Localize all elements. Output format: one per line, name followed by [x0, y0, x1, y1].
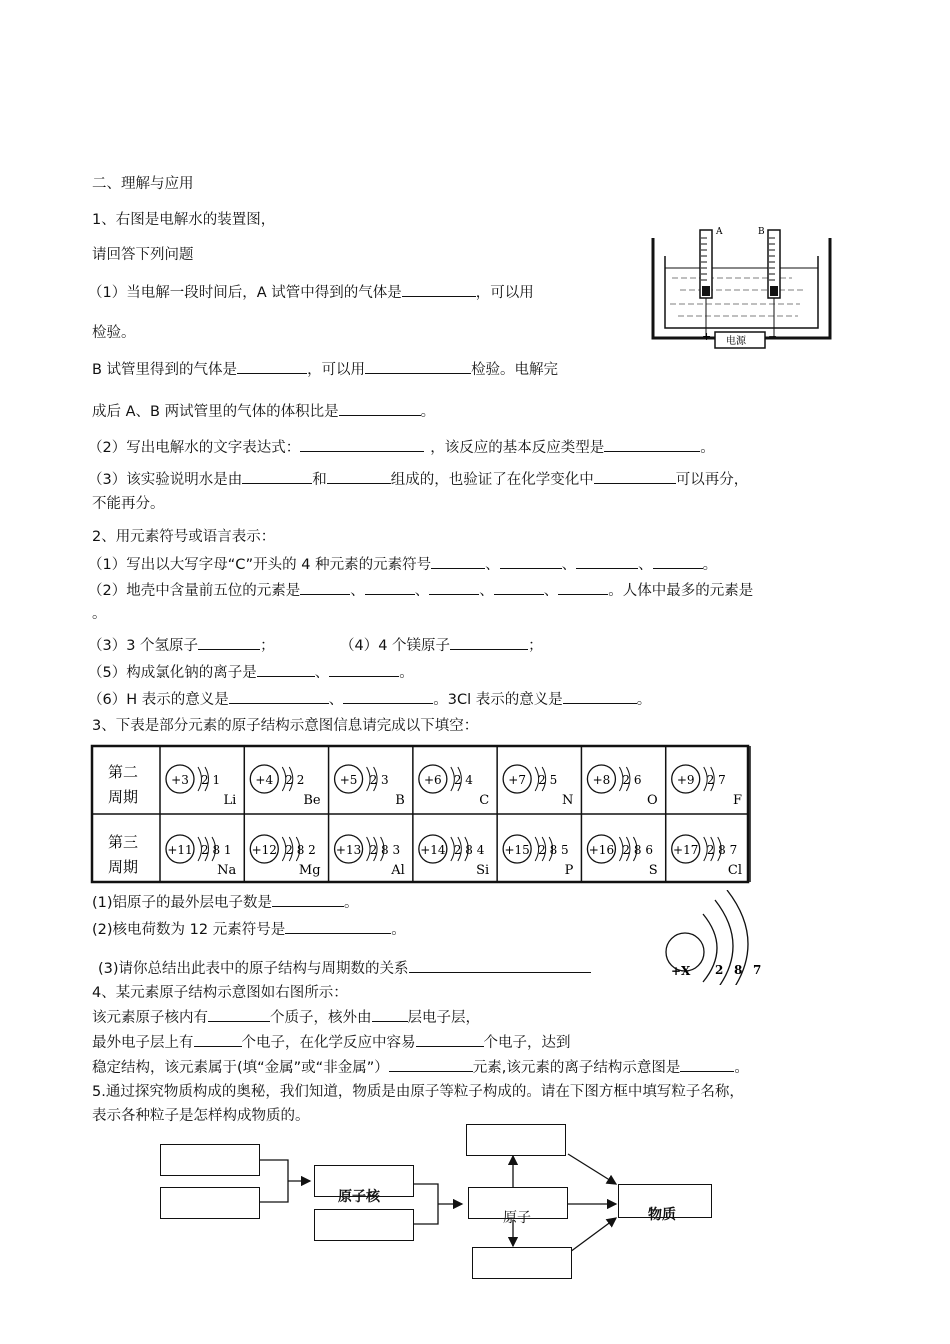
answer-blank[interactable] — [594, 468, 676, 484]
blank-box-molecule[interactable] — [466, 1124, 566, 1156]
period-2-label-line2: 周期 — [108, 788, 139, 806]
element-x-atom-diagram — [655, 890, 785, 985]
answer-blank[interactable] — [329, 661, 399, 677]
answer-blank[interactable] — [242, 468, 312, 484]
answer-blank[interactable] — [229, 688, 329, 704]
q2-p3-text-a: （3）3 个氢原子 — [88, 638, 199, 654]
separator: 、 — [350, 583, 365, 599]
q1-p3-text-e: 不能再分。 — [92, 496, 165, 512]
nucleus-charge: +12 — [251, 843, 277, 857]
q2-p1-text: （1）写出以大写字母“C”开头的 4 种元素的元素符号 — [88, 557, 432, 573]
element-symbol: F — [732, 793, 742, 808]
element-symbol: Li — [223, 793, 237, 808]
blank-box-ion[interactable] — [472, 1247, 572, 1279]
q4-l1-a: 该元素原子核内有 — [92, 1010, 208, 1026]
power-source-label: 电源 — [726, 336, 746, 347]
q1-p1-text-d: B 试管里得到的气体是 — [92, 362, 238, 378]
q4-l3-a: 稳定结构，该元素属于(填“金属”或“非金属”） — [92, 1060, 389, 1076]
period-3-label-line2: 周期 — [108, 858, 139, 876]
shell-count-2: 8 — [734, 963, 743, 977]
q5-line1: 5.通过探究物质构成的奥秘，我们知道，物质是由原子等粒子构成的。请在下图方框中填写粒子名称， — [92, 1084, 744, 1100]
shell-count-1: 2 — [715, 963, 724, 977]
electron-config: 2 8 4 — [453, 843, 485, 857]
electron-config: 2 8 3 — [369, 843, 401, 857]
q2-part4-line — [340, 634, 543, 656]
q3-part2-line — [92, 918, 406, 940]
q4-title: 4、某元素原子结构示意图如右图所示： — [92, 985, 348, 1001]
answer-blank[interactable] — [300, 579, 350, 595]
tube-label-b: B — [758, 227, 765, 237]
answer-blank[interactable] — [431, 553, 485, 569]
q4-l3-b: 元素,该元素的离子结构示意图是 — [472, 1060, 681, 1076]
q1-p3-text-d: 可以再分， — [675, 472, 749, 488]
period-mark: 。 — [344, 895, 359, 911]
element-symbol: Mg — [298, 863, 321, 878]
electron-config: 2 2 — [285, 773, 305, 787]
electron-config: 2 1 — [201, 773, 221, 787]
q2-p2-text-c: 。 — [92, 606, 107, 622]
nucleus-charge: +8 — [592, 773, 611, 787]
electron-config: 2 5 — [538, 773, 558, 787]
answer-blank[interactable] — [558, 579, 608, 595]
shell-count-3: 7 — [753, 963, 762, 977]
electron-config: 2 6 — [622, 773, 642, 787]
answer-blank[interactable] — [402, 281, 476, 297]
period-mark: 。 — [391, 922, 406, 938]
separator: 、 — [414, 583, 430, 599]
nucleus-charge: +16 — [588, 843, 615, 857]
q4-l3-c: 。 — [734, 1060, 749, 1076]
answer-blank[interactable] — [372, 1006, 408, 1022]
q3-title: 3、下表是部分元素的原子结构示意图信息请完成以下填空： — [92, 718, 479, 734]
q1-p3-text-a: （3）该实验说明水是由 — [88, 472, 243, 488]
separator: 、 — [479, 583, 494, 599]
q1-part1-line-c — [92, 400, 435, 422]
q2-p4-text-a: （4）4 个镁原子 — [340, 638, 451, 654]
separator: 、 — [638, 557, 653, 573]
q2-p2-text-a: （2）地壳中含量前五位的元素是 — [88, 583, 301, 599]
q4-line1 — [92, 1006, 480, 1028]
nucleus-charge: +6 — [424, 773, 442, 787]
q3-q-a: (1)铝原子的最外层电子数是 — [92, 895, 273, 911]
electron-config: 2 8 6 — [622, 843, 653, 857]
period-mark: 。 — [399, 665, 414, 681]
nucleus-charge: +7 — [508, 773, 526, 787]
q4-line2 — [92, 1031, 571, 1053]
q4-line3 — [92, 1056, 749, 1078]
q3-part1-line — [92, 891, 359, 913]
q2-part5-line — [88, 661, 414, 683]
nucleus-charge: +5 — [339, 773, 358, 787]
q1-part1-line-b — [92, 358, 558, 380]
separator: 、 — [561, 557, 577, 573]
q4-l1-b: 个质子，核外由 — [270, 1010, 372, 1026]
nucleus-label: 原子核 — [338, 1189, 380, 1205]
q1-part3-line — [88, 468, 748, 490]
element-symbol: N — [562, 793, 574, 808]
nucleus-label: +X — [671, 964, 691, 978]
q1-p1-text-b: ，可以用 — [475, 285, 534, 301]
element-symbol: Cl — [727, 863, 742, 878]
element-symbol: C — [479, 793, 490, 808]
answer-blank[interactable] — [339, 400, 421, 416]
atom-structure-table — [90, 744, 755, 888]
blank-box-proton[interactable] — [160, 1144, 260, 1176]
electron-config: 2 8 5 — [538, 843, 569, 857]
answer-blank[interactable] — [365, 579, 415, 595]
answer-blank[interactable] — [680, 1056, 734, 1072]
q1-p2-text-c: 。 — [700, 440, 715, 456]
q1-p1-text-c: 检验。 — [92, 325, 136, 341]
q1-p1-text-f: 检验。电解完 — [471, 362, 559, 378]
period-mark: 。 — [702, 557, 718, 573]
answer-blank[interactable] — [198, 634, 260, 650]
q1-line1: 1、右图是电解水的装置图， — [92, 212, 276, 228]
answer-blank[interactable] — [416, 1031, 484, 1047]
answer-blank[interactable] — [285, 918, 391, 934]
answer-blank[interactable] — [208, 1006, 270, 1022]
answer-blank[interactable] — [450, 634, 528, 650]
q1-part2-line — [88, 436, 715, 458]
element-symbol: Si — [476, 863, 490, 878]
separator: 、 — [314, 665, 330, 681]
tube-label-a: A — [716, 227, 723, 237]
nucleus-charge: +14 — [420, 843, 446, 857]
q3-part3-line — [98, 957, 591, 979]
answer-blank[interactable] — [429, 579, 479, 595]
q2-p6-text-a: （6）H 表示的意义是 — [88, 692, 229, 708]
answer-blank[interactable] — [300, 436, 424, 452]
answer-blank[interactable] — [257, 661, 315, 677]
answer-blank[interactable] — [237, 358, 307, 374]
nucleus-charge: +15 — [504, 843, 530, 857]
nucleus-charge: +9 — [676, 773, 695, 787]
blank-box-neutron[interactable] — [160, 1187, 260, 1219]
nucleus-charge: +13 — [335, 843, 362, 857]
answer-blank[interactable] — [272, 891, 344, 907]
answer-blank[interactable] — [604, 436, 700, 452]
period-3-label-line1: 第三 — [108, 833, 139, 851]
matter-label: 物质 — [648, 1207, 676, 1223]
q1-part1-line — [88, 281, 534, 303]
electrolysis-apparatus-figure — [650, 220, 840, 352]
q1-line2: 请回答下列问题 — [92, 247, 194, 263]
q1-p1-text-h: 。 — [420, 404, 436, 420]
q1-p1-text-e: ，可以用 — [307, 362, 366, 378]
element-symbol: P — [564, 863, 574, 878]
answer-blank[interactable] — [653, 553, 703, 569]
answer-blank[interactable] — [389, 1056, 473, 1072]
electron-config: 2 8 7 — [706, 843, 738, 857]
q2-part6-line — [88, 688, 651, 710]
answer-blank[interactable] — [576, 553, 638, 569]
answer-blank[interactable] — [327, 468, 391, 484]
nucleus-charge: +3 — [171, 773, 189, 787]
answer-blank[interactable] — [409, 957, 591, 973]
atom-label: 原子 — [503, 1210, 531, 1226]
q2-p3-text-b: ； — [260, 638, 275, 654]
answer-blank[interactable] — [494, 579, 544, 595]
nucleus-charge: +4 — [255, 773, 274, 787]
electron-config: 2 8 2 — [285, 843, 316, 857]
q2-p5-text: （5）构成氯化钠的离子是 — [88, 665, 257, 681]
q4-l2-c: 个电子，达到 — [483, 1035, 571, 1051]
q2-p6-text-b: 。3Cl 表示的意义是 — [433, 692, 563, 708]
answer-blank[interactable] — [194, 1031, 242, 1047]
q4-l1-c: 层电子层， — [407, 1010, 480, 1026]
plus-sign: + — [702, 330, 712, 343]
electron-config: 2 7 — [706, 773, 726, 787]
q2-p2-text-b: 。人体中最多的元素是 — [608, 583, 754, 599]
q5-line2: 表示各种粒子是怎样构成物质的。 — [92, 1108, 310, 1124]
q4-l2-a: 最外电子层上有 — [92, 1035, 194, 1051]
element-symbol: B — [395, 793, 405, 808]
separator: 、 — [485, 557, 500, 573]
q1-p1-text-g: 成后 A、B 两试管里的气体的体积比是 — [92, 404, 339, 420]
answer-blank[interactable] — [500, 553, 562, 569]
element-symbol: Be — [303, 793, 321, 808]
nucleus-charge: +11 — [167, 843, 193, 857]
section-title: 二、理解与应用 — [92, 176, 194, 192]
q1-p3-text-b: 和 — [312, 472, 327, 488]
q1-p2-text-b: ，该反应的基本反应类型是 — [430, 440, 605, 456]
q4-l2-b: 个电子，在化学反应中容易 — [241, 1035, 416, 1051]
electron-config: 2 3 — [369, 773, 389, 787]
q1-p2-text-a: （2）写出电解水的文字表达式： — [88, 440, 301, 456]
period-2-label-line1: 第二 — [108, 763, 139, 781]
blank-box-electron[interactable] — [314, 1209, 414, 1241]
electron-config: 2 8 1 — [201, 843, 232, 857]
electron-config: 2 4 — [453, 773, 473, 787]
element-symbol: Al — [391, 863, 405, 878]
separator: 、 — [543, 583, 559, 599]
q2-p4-text-b: ； — [528, 638, 543, 654]
element-symbol: O — [647, 793, 658, 808]
separator: 、 — [328, 692, 344, 708]
answer-blank[interactable] — [563, 688, 637, 704]
q1-p1-text-a: （1）当电解一段时间后，A 试管中得到的气体是 — [88, 285, 402, 301]
element-symbol: S — [648, 863, 658, 878]
element-symbol: Na — [217, 863, 237, 878]
period-mark: 。 — [636, 692, 652, 708]
answer-blank[interactable] — [365, 358, 471, 374]
q2-part3-line — [88, 634, 275, 656]
q2-part1-line — [88, 553, 717, 575]
nucleus-charge: +17 — [673, 843, 699, 857]
answer-blank[interactable] — [343, 688, 433, 704]
q1-p3-text-c: 组成的，也验证了在化学变化中 — [390, 472, 594, 488]
q3-q-b: (2)核电荷数为 12 元素符号是 — [92, 922, 286, 938]
q3-q-c: (3)请你总结出此表中的原子结构与周期数的关系 — [98, 961, 409, 977]
q2-part2-line — [88, 579, 753, 601]
minus-sign: − — [768, 330, 778, 343]
q2-title: 2、用元素符号或语言表示： — [92, 529, 276, 545]
